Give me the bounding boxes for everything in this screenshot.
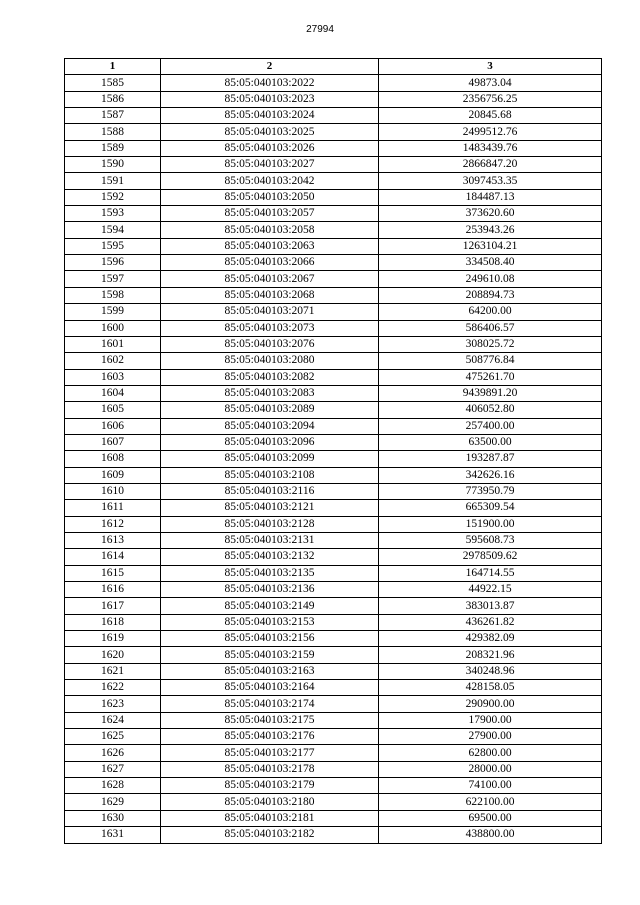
table-row [65,696,602,712]
cadastral-number-cell: 85:05:040103:2135 [161,565,379,581]
row-number-cell: 1598 [65,287,161,303]
cadastral-number-cell: 85:05:040103:2174 [161,696,379,712]
row-number-cell: 1627 [65,761,161,777]
table-body [65,75,602,843]
cadastral-number-cell: 85:05:040103:2178 [161,761,379,777]
table-row [65,91,602,107]
table-row [65,500,602,516]
cadastral-value-cell: 342626.16 [379,467,602,483]
cadastral-value-table [64,58,602,844]
column-header-1: 1 [65,59,161,75]
cadastral-value-cell: 595608.73 [379,532,602,548]
table-row [65,794,602,810]
cadastral-number-cell: 85:05:040103:2182 [161,827,379,843]
cadastral-number-cell: 85:05:040103:2024 [161,108,379,124]
row-number-cell: 1596 [65,255,161,271]
cadastral-number-cell: 85:05:040103:2149 [161,598,379,614]
cadastral-number-cell: 85:05:040103:2080 [161,353,379,369]
cadastral-value-cell: 665309.54 [379,500,602,516]
cadastral-value-cell: 1483439.76 [379,140,602,156]
cadastral-value-cell: 49873.04 [379,75,602,91]
row-number-cell: 1585 [65,75,161,91]
row-number-cell: 1600 [65,320,161,336]
table-header-row [65,59,602,75]
cadastral-number-cell: 85:05:040103:2121 [161,500,379,516]
cadastral-value-cell: 383013.87 [379,598,602,614]
cadastral-number-cell: 85:05:040103:2116 [161,483,379,499]
cadastral-number-cell: 85:05:040103:2050 [161,189,379,205]
row-number-cell: 1601 [65,336,161,352]
row-number-cell: 1616 [65,582,161,598]
row-number-cell: 1588 [65,124,161,140]
row-number-cell: 1613 [65,532,161,548]
cadastral-number-cell: 85:05:040103:2076 [161,336,379,352]
table-row [65,582,602,598]
row-number-cell: 1592 [65,189,161,205]
cadastral-value-cell: 64200.00 [379,304,602,320]
cadastral-value-cell: 208894.73 [379,287,602,303]
cadastral-value-cell: 429382.09 [379,631,602,647]
table-row [65,189,602,205]
row-number-cell: 1604 [65,385,161,401]
table-row [65,238,602,254]
cadastral-value-cell: 20845.68 [379,108,602,124]
cadastral-number-cell: 85:05:040103:2180 [161,794,379,810]
cadastral-number-cell: 85:05:040103:2063 [161,238,379,254]
cadastral-value-cell: 151900.00 [379,516,602,532]
row-number-cell: 1607 [65,434,161,450]
cadastral-value-cell: 436261.82 [379,614,602,630]
table-row [65,778,602,794]
cadastral-value-cell: 308025.72 [379,336,602,352]
table-row [65,124,602,140]
cadastral-number-cell: 85:05:040103:2176 [161,729,379,745]
table-row [65,206,602,222]
row-number-cell: 1608 [65,451,161,467]
cadastral-number-cell: 85:05:040103:2066 [161,255,379,271]
table-row [65,663,602,679]
row-number-cell: 1593 [65,206,161,222]
cadastral-number-cell: 85:05:040103:2132 [161,549,379,565]
table-row [65,320,602,336]
cadastral-value-cell: 44922.15 [379,582,602,598]
cadastral-number-cell: 85:05:040103:2179 [161,778,379,794]
cadastral-number-cell: 85:05:040103:2175 [161,712,379,728]
cadastral-number-cell: 85:05:040103:2163 [161,663,379,679]
table-row [65,483,602,499]
cadastral-number-cell: 85:05:040103:2068 [161,287,379,303]
row-number-cell: 1626 [65,745,161,761]
cadastral-number-cell: 85:05:040103:2128 [161,516,379,532]
cadastral-value-cell: 3097453.35 [379,173,602,189]
row-number-cell: 1590 [65,157,161,173]
cadastral-number-cell: 85:05:040103:2057 [161,206,379,222]
table-row [65,75,602,91]
cadastral-value-cell: 249610.08 [379,271,602,287]
cadastral-value-cell: 475261.70 [379,369,602,385]
cadastral-number-cell: 85:05:040103:2153 [161,614,379,630]
table-row [65,614,602,630]
cadastral-number-cell: 85:05:040103:2023 [161,91,379,107]
table-row [65,173,602,189]
cadastral-value-cell: 27900.00 [379,729,602,745]
table-row [65,532,602,548]
cadastral-number-cell: 85:05:040103:2094 [161,418,379,434]
cadastral-value-cell: 63500.00 [379,434,602,450]
cadastral-number-cell: 85:05:040103:2131 [161,532,379,548]
cadastral-number-cell: 85:05:040103:2164 [161,680,379,696]
table-row [65,761,602,777]
table-row [65,353,602,369]
cadastral-number-cell: 85:05:040103:2083 [161,385,379,401]
row-number-cell: 1618 [65,614,161,630]
row-number-cell: 1586 [65,91,161,107]
table-row [65,451,602,467]
row-number-cell: 1621 [65,663,161,679]
row-number-cell: 1609 [65,467,161,483]
cadastral-value-cell: 334508.40 [379,255,602,271]
row-number-cell: 1620 [65,647,161,663]
row-number-cell: 1622 [65,680,161,696]
cadastral-number-cell: 85:05:040103:2177 [161,745,379,761]
row-number-cell: 1602 [65,353,161,369]
cadastral-value-cell: 2978509.62 [379,549,602,565]
cadastral-value-cell: 290900.00 [379,696,602,712]
cadastral-number-cell: 85:05:040103:2071 [161,304,379,320]
cadastral-value-cell: 428158.05 [379,680,602,696]
cadastral-number-cell: 85:05:040103:2025 [161,124,379,140]
cadastral-value-cell: 406052.80 [379,402,602,418]
cadastral-number-cell: 85:05:040103:2181 [161,810,379,826]
cadastral-value-cell: 2866847.20 [379,157,602,173]
row-number-cell: 1617 [65,598,161,614]
row-number-cell: 1606 [65,418,161,434]
cadastral-value-cell: 184487.13 [379,189,602,205]
column-header-3: 3 [379,59,602,75]
cadastral-value-cell: 69500.00 [379,810,602,826]
cadastral-number-cell: 85:05:040103:2042 [161,173,379,189]
table-row [65,631,602,647]
cadastral-value-cell: 622100.00 [379,794,602,810]
table-row [65,222,602,238]
cadastral-value-cell: 2499512.76 [379,124,602,140]
row-number-cell: 1625 [65,729,161,745]
cadastral-number-cell: 85:05:040103:2067 [161,271,379,287]
row-number-cell: 1589 [65,140,161,156]
cadastral-value-cell: 193287.87 [379,451,602,467]
cadastral-value-cell: 9439891.20 [379,385,602,401]
table-row [65,402,602,418]
row-number-cell: 1595 [65,238,161,254]
cadastral-number-cell: 85:05:040103:2136 [161,582,379,598]
cadastral-value-cell: 340248.96 [379,663,602,679]
table-row [65,745,602,761]
cadastral-value-cell: 74100.00 [379,778,602,794]
table-row [65,271,602,287]
cadastral-value-cell: 17900.00 [379,712,602,728]
row-number-cell: 1605 [65,402,161,418]
cadastral-number-cell: 85:05:040103:2099 [161,451,379,467]
page-number: 27994 [306,24,334,35]
row-number-cell: 1619 [65,631,161,647]
cadastral-value-cell: 253943.26 [379,222,602,238]
cadastral-value-cell: 164714.55 [379,565,602,581]
cadastral-value-cell: 257400.00 [379,418,602,434]
row-number-cell: 1611 [65,500,161,516]
cadastral-value-cell: 208321.96 [379,647,602,663]
cadastral-number-cell: 85:05:040103:2027 [161,157,379,173]
cadastral-number-cell: 85:05:040103:2026 [161,140,379,156]
cadastral-number-cell: 85:05:040103:2156 [161,631,379,647]
table-row [65,434,602,450]
row-number-cell: 1631 [65,827,161,843]
row-number-cell: 1623 [65,696,161,712]
row-number-cell: 1587 [65,108,161,124]
table-row [65,385,602,401]
row-number-cell: 1612 [65,516,161,532]
table-row [65,467,602,483]
table-row [65,304,602,320]
table-row [65,287,602,303]
cadastral-number-cell: 85:05:040103:2022 [161,75,379,91]
table-row [65,810,602,826]
table-row [65,712,602,728]
row-number-cell: 1594 [65,222,161,238]
table-row [65,598,602,614]
cadastral-value-cell: 438800.00 [379,827,602,843]
cadastral-value-cell: 773950.79 [379,483,602,499]
row-number-cell: 1629 [65,794,161,810]
cadastral-value-cell: 2356756.25 [379,91,602,107]
row-number-cell: 1610 [65,483,161,499]
table-row [65,565,602,581]
column-header-2: 2 [161,59,379,75]
table-row [65,729,602,745]
cadastral-number-cell: 85:05:040103:2108 [161,467,379,483]
cadastral-number-cell: 85:05:040103:2159 [161,647,379,663]
table-row [65,516,602,532]
table-row [65,369,602,385]
table-row [65,647,602,663]
cadastral-value-cell: 28000.00 [379,761,602,777]
row-number-cell: 1614 [65,549,161,565]
row-number-cell: 1599 [65,304,161,320]
row-number-cell: 1624 [65,712,161,728]
table-row [65,549,602,565]
row-number-cell: 1615 [65,565,161,581]
table-row [65,255,602,271]
cadastral-value-cell: 373620.60 [379,206,602,222]
table-row [65,140,602,156]
table-row [65,827,602,843]
cadastral-number-cell: 85:05:040103:2073 [161,320,379,336]
cadastral-number-cell: 85:05:040103:2082 [161,369,379,385]
table-row [65,680,602,696]
cadastral-value-cell: 508776.84 [379,353,602,369]
cadastral-number-cell: 85:05:040103:2058 [161,222,379,238]
row-number-cell: 1591 [65,173,161,189]
table-row [65,157,602,173]
row-number-cell: 1628 [65,778,161,794]
cadastral-number-cell: 85:05:040103:2096 [161,434,379,450]
cadastral-number-cell: 85:05:040103:2089 [161,402,379,418]
row-number-cell: 1597 [65,271,161,287]
cadastral-value-cell: 586406.57 [379,320,602,336]
row-number-cell: 1630 [65,810,161,826]
row-number-cell: 1603 [65,369,161,385]
cadastral-value-cell: 62800.00 [379,745,602,761]
table-row [65,418,602,434]
table-row [65,336,602,352]
table-row [65,108,602,124]
cadastral-value-cell: 1263104.21 [379,238,602,254]
